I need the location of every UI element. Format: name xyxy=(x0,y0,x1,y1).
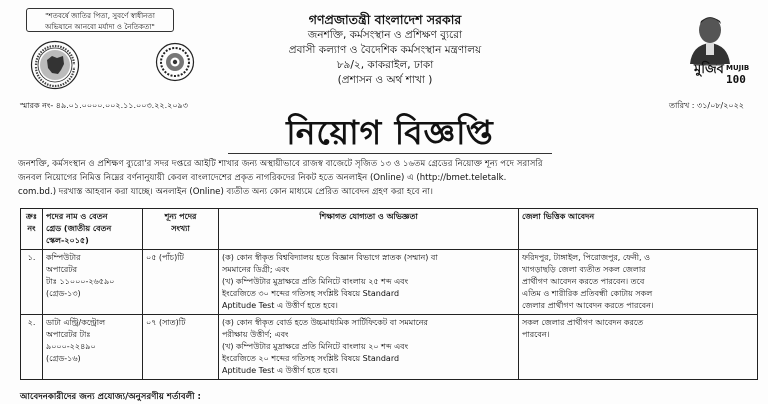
intro-line-2: জনবল নিয়োগের নিমিত্ত নিম্নের বর্ণনানুযায়ী কেবল বাংলাদেশের প্রকৃত নাগরিকদের নিকট হতে অনলাইন (Online) এ (http://bmet.teletalk. xyxy=(18,173,507,183)
motto-line-2: অভিযানে আনবো মর্যাদা ও নৈতিকতা" xyxy=(45,22,155,31)
row-district: সকল জেলার প্রার্থীগণ আবেদন করতে পারবেন। xyxy=(519,315,758,380)
row-vacancy: ০৭ (সাত)টি xyxy=(143,315,219,380)
row-post: ডাটা এন্ট্রি/কন্ট্রোল অপারেটর টাঃ ৯০০০-২২৪৯০ (গ্রেড-১৬) xyxy=(43,315,143,380)
motto-box xyxy=(26,8,174,32)
header-district: জেলা ভিত্তিক আবেদন xyxy=(519,209,758,250)
header-post: পদের নাম ও বেতন গ্রেড (জাতীয় বেতন স্কেল-২০১৫) xyxy=(43,209,143,250)
header-line-1: গণপ্রজাতন্ত্রী বাংলাদেশ সরকার xyxy=(308,12,462,27)
row-district: ফরিদপুর, টাঙ্গাইল, পিরোজপুর, ফেনী, ও খাগড়াছড়ি জেলা ব্যতীত সকল জেলার প্রার্থীগণ আবেদন করতে পারবেন। তবে এতিম ও শারীরিক প্রতিবন্ধী কোটায় সকল জেলার প্রার্থীগণ আবেদন করতে পারবেন। xyxy=(519,250,758,315)
vacancy-table xyxy=(20,208,758,380)
table-row xyxy=(21,315,758,380)
notice-title: নিয়োগ বিজ্ঞপ্তি xyxy=(228,111,552,154)
row-serial: ১. xyxy=(21,250,43,315)
memo-number: স্মারক নং- ৪৯.০১.০০০০.০০২.১১.০০৩.২২.২০৯৩ xyxy=(20,101,188,110)
bmet-seal-icon xyxy=(155,42,195,82)
header-qualification: শিক্ষাগত যোগ্যতা ও অভিজ্ঞতা xyxy=(219,209,519,250)
header-line-4: ৮৯/২, কাকরাইল, ঢাকা xyxy=(336,59,434,71)
header-vacancy: শূন্য পদের সংখ্যা xyxy=(143,209,219,250)
portrait-icon xyxy=(682,12,738,64)
motto-line-1: "শতবর্ষে জাতির পিতা, সুবর্ণে স্বাধীনতা xyxy=(45,11,155,20)
table-row xyxy=(21,250,758,315)
header-line-2: জনশক্তি, কর্মসংস্থান ও প্রশিক্ষণ ব্যুরো xyxy=(307,29,463,41)
bangladesh-government-seal-icon xyxy=(30,40,80,90)
mujib-logo-number: 100 xyxy=(726,73,746,86)
header-serial: ক্রঃ নং xyxy=(21,209,43,250)
notice-date: তারিখ : ৩১/০৮/২০২২ xyxy=(668,101,744,110)
row-vacancy: ০৫ (পাঁচ)টি xyxy=(143,250,219,315)
header-line-5: (প্রশাসন ও অর্থ শাখা ) xyxy=(337,74,433,86)
header-line-3: প্রবাসী কল্যাণ ও বৈদেশিক কর্মসংস্থান মন্ত্রণালয় xyxy=(288,44,482,56)
government-header xyxy=(220,12,550,88)
conditions-heading: আবেদনকারীদের জন্য প্রযোজ্য/অনুসরণীয় শর্তাবলী : xyxy=(20,392,201,402)
row-serial: ২. xyxy=(21,315,43,380)
row-post: কম্পিউটার অপারেটর টাঃ ১১০০০-২৬৫৯০ (গ্রেড-১৩) xyxy=(43,250,143,315)
intro-line-1: জনশক্তি, কর্মসংস্থান ও প্রশিক্ষণ ব্যুরো'র সদর দপ্তরে আইটি শাখার জন্য অস্থায়ীভাবে রাজস্ব বাজেটে সৃজিত ১৩ ও ১৬তম গ্রেডের নিয়োক্ত শূন্য পদে সরাসরি xyxy=(18,159,543,169)
row-qualification: (ক) কোন স্বীকৃত বোর্ড হতে উচ্চমাধ্যমিক সার্টিফিকেট বা সমমানের পরীক্ষায় উত্তীর্ণ; এবং (খ) কম্পিউটার মুদ্রাক্ষরে প্রতি মিনিটে বাংলায় ২০ শব্দ এবং ইংরেজিতে ২০ শব্দের গতিসহ সংশ্লিষ্ট বিষয়ে Standard Aptitude Test এ উত্তীর্ণ হতে হবে। xyxy=(219,315,519,380)
row-qualification: (ক) কোন স্বীকৃত বিশ্ববিদ্যালয় হতে বিজ্ঞান বিভাগে স্নাতক (সম্মান) বা সমমানের ডিগ্রী; এবং (খ) কম্পিউটার মুদ্রাক্ষরে প্রতি মিনিটে বাংলায় ২৫ শব্দ এবং ইংরেজিতে ৩০ শব্দের গতিসহ সংশ্লিষ্ট বিষয়ে Standard Aptitude Test এ উত্তীর্ণ হতে হবে। xyxy=(219,250,519,315)
mujib-100-logo xyxy=(676,12,752,90)
mujib-logo-text: মুজিব xyxy=(694,62,724,77)
intro-paragraph xyxy=(18,157,756,199)
table-header-row xyxy=(21,209,758,250)
intro-line-3: com.bd.) দরখাস্ত আহবান করা যাচ্ছে। অনলাইন (Online) ব্যতীত অন্য কোন মাধ্যমে প্রেরিত আবেদন গ্রহণ করা হবে না। xyxy=(18,187,433,197)
mujib-logo-small: MUJIB xyxy=(726,64,750,72)
